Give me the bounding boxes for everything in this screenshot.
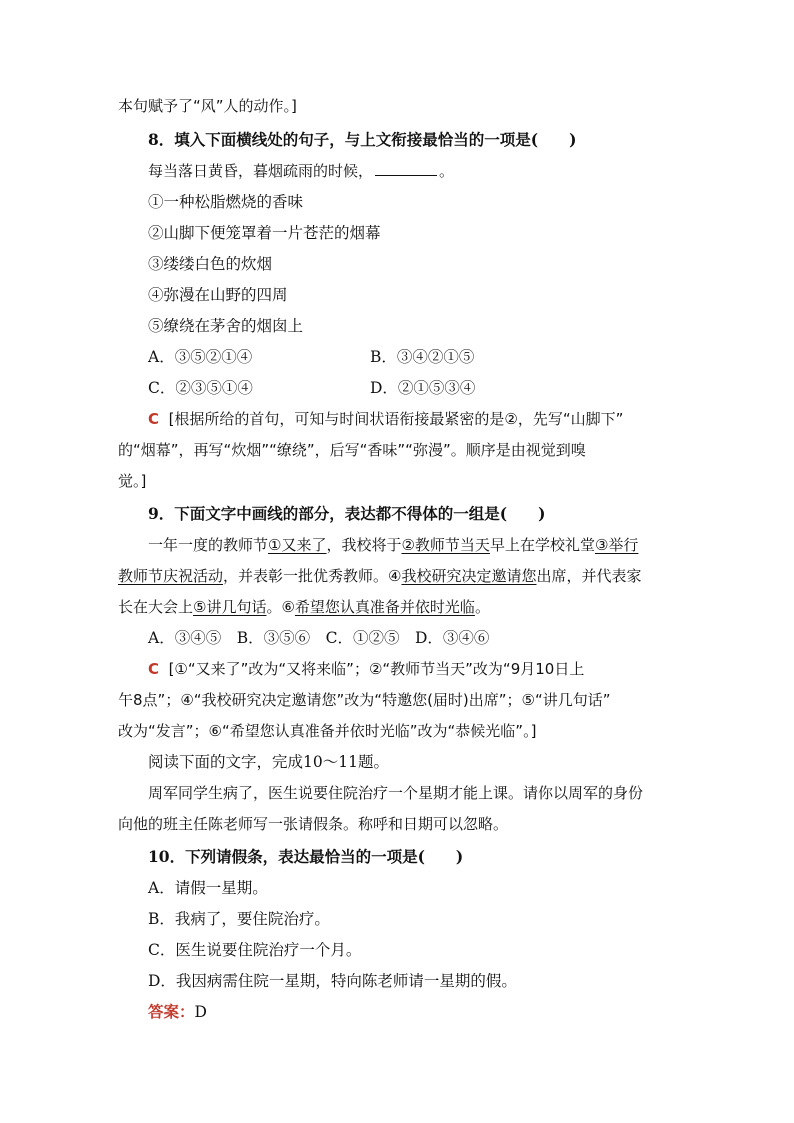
q9-passage-line-3	[118, 597, 490, 617]
q8-context-a: 每当落日黄昏，暮烟疏雨的时候，	[148, 162, 374, 180]
q8-explanation-3: 觉。]	[118, 472, 147, 490]
reading-instruction: 阅读下面的文字，完成10～11题。	[148, 753, 389, 771]
q8-sentence-4: ④弥漫在山野的四周	[148, 286, 288, 304]
q9-text: 一年一度的教师节	[148, 536, 269, 554]
q9-explanation-2: 午8点”；④“我校研究决定邀请您”改为“特邀您(届时)出席”；⑤“讲几句话”	[118, 691, 611, 709]
q9-stem: 9．下面文字中画线的部分，表达都不得体的一组是( )	[148, 504, 546, 523]
q8-stem: 8．填入下面横线处的句子，与上文衔接最恰当的一项是( )	[148, 130, 577, 149]
q9-underline-5: ⑤讲几句话	[193, 598, 267, 616]
q9-text: 早上在学校礼堂	[489, 536, 595, 554]
q9-explanation-1	[148, 659, 584, 679]
q8-option-d: D．②①⑤③④	[370, 379, 476, 397]
q10-answer	[148, 1002, 207, 1022]
q10-stem: 10．下列请假条，表达最恰当的一项是( )	[148, 847, 464, 866]
q9-text: ，并表彰一批优秀教师。④	[223, 567, 402, 585]
q9-options: A．③④⑤ B．③⑤⑥ C．①②⑤ D．③④⑥	[148, 629, 490, 647]
q8-context	[148, 161, 454, 181]
q8-option-c: C．②③⑤①④	[148, 379, 253, 397]
q9-explanation-3: 改为“发言”；⑥“希望您认真准备并依时光临”改为“恭候光临”。]	[118, 722, 537, 740]
q8-sentence-1: ①一种松脂燃烧的香味	[148, 193, 304, 211]
q9-underline-2: ②教师节当天	[401, 536, 490, 554]
q8-option-a: A．③⑤②①④	[148, 348, 253, 366]
q8-answer-letter: C	[148, 410, 160, 428]
context-line-1: 周军同学生病了，医生说要住院治疗一个星期才能上课。请你以周军的身份	[148, 784, 644, 802]
q9-text: 。	[474, 598, 490, 616]
q9-underline-1: ①又来了	[268, 536, 327, 554]
q8-sentence-5: ⑤缭绕在茅舍的烟囱上	[148, 317, 304, 335]
q9-underline-6: 希望您认真准备并依时光临	[294, 598, 475, 616]
q8-exp-text-1: [根据所给的首句，可知与时间状语衔接最紧密的是②，先写“山脚下”	[168, 410, 624, 428]
q9-text: 出席，并代表家	[536, 567, 642, 585]
q8-explanation-2: 的“烟幕”，再写“炊烟”“缭绕”，后写“香味”“弥漫”。顺序是由视觉到嗅	[118, 441, 586, 459]
q10-option-b: B．我病了，要住院治疗。	[148, 910, 330, 928]
q9-text: 。⑥	[266, 598, 295, 616]
q8-option-b: B．③④②①⑤	[370, 348, 475, 366]
q8-sentence-2: ②山脚下便笼罩着一片苍茫的烟幕	[148, 224, 381, 242]
prev-explanation-tail: 本句赋予了“风”人的动作。]	[118, 97, 297, 115]
q9-answer-letter: C	[148, 660, 160, 678]
q8-context-b: 。	[439, 162, 455, 180]
q9-underline-4: 我校研究决定邀请您	[401, 567, 537, 585]
q8-blank	[375, 161, 437, 176]
q10-option-d: D．我因病需住院一星期，特向陈老师请一星期的假。	[148, 972, 517, 990]
q9-underline-3-cont: 教师节庆祝活动	[118, 567, 224, 585]
q9-exp-text-1: [①“又来了”改为“又将来临”；②“教师节当天”改为“9月10日上	[168, 660, 585, 678]
q9-underline-3: ③举行	[594, 536, 639, 554]
q9-passage-line-1	[148, 535, 638, 555]
q9-passage-line-2	[118, 566, 642, 586]
q9-text: 长在大会上	[118, 598, 194, 616]
q9-text: ，我校将于	[326, 536, 402, 554]
context-line-2: 向他的班主任陈老师写一张请假条。称呼和日期可以忽略。	[118, 815, 509, 833]
q8-sentence-3: ③缕缕白色的炊烟	[148, 255, 273, 273]
answer-value: D	[194, 1003, 207, 1021]
q8-explanation-1	[148, 409, 623, 429]
answer-label: 答案：	[148, 1002, 195, 1021]
q10-option-c: C．医生说要住院治疗一个月。	[148, 941, 362, 959]
q10-option-a: A．请假一星期。	[148, 879, 268, 897]
